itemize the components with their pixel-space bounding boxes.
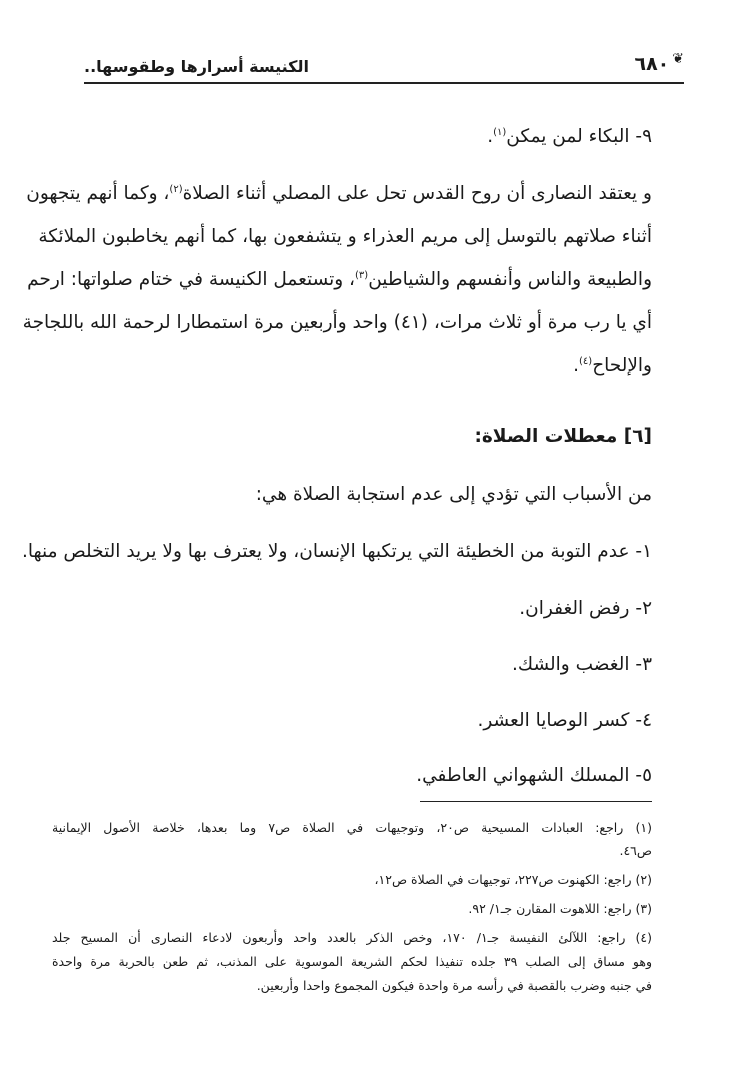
list-item-5: ٥- المسلك الشهواني العاطفي. <box>416 765 652 786</box>
page-number <box>634 44 684 84</box>
paragraph-line-4: أي يا رب مرة أو ثلاث مرات، (٤١) واحد وأربعين مرة استمطارا لرحمة الله باللجاجة <box>22 312 652 333</box>
paragraph-line-3: والطبيعة والناس وأنفسهم والشياطين$^{(٣)}$، وتستعمل الكنيسة في ختام صلواتها: ارحم <box>27 269 652 290</box>
footnote-2: (٢) راجع: الكهنوت ص٢٢٧، توجيهات في الصلاة ص١٢، <box>374 872 652 887</box>
running-title: الكنيسة أسرارها وطقوسها.. <box>84 57 309 76</box>
footnote-ref-3: (٣) <box>355 269 369 281</box>
paragraph-line-1: و يعتقد النصارى أن روح القدس تحل على المصلي أثناء الصلاة$^{(٢)}$، وكما أنهم يتجهون <box>26 183 652 204</box>
footnote-4-line-2: وهو مساق إلى الصلب ٣٩ جلده تنفيذا لحكم الشريعة الموسوية على المذنب، ثم طعن بالحربة مرة واحدة <box>52 954 652 969</box>
section-heading: [٦] معطلات الصلاة: <box>474 426 652 447</box>
footnote-4-line-1: (٤) راجع: اللآلئ النفيسة جـ١/ ١٧٠، وخص الذكر بالعدد واحد وأربعون لادعاء النصارى أن المسيح جلد <box>52 930 652 945</box>
page-number-text: ٦٨٠ <box>634 53 670 75</box>
footnote-ref-1: (١) <box>493 126 507 138</box>
list-item-1: ١- عدم التوبة من الخطيئة التي يرتكبها الإنسان، ولا يعترف بها ولا يريد التخلص منها. <box>21 541 652 562</box>
footnote-3: (٣) راجع: اللاهوت المقارن جـ١/ ٩٢. <box>468 901 652 916</box>
footnote-ref-2: (٢) <box>169 183 183 195</box>
list-item-2: ٢- رفض الغفران. <box>519 598 652 619</box>
list-item-4: ٤- كسر الوصايا العشر. <box>477 710 652 731</box>
list-item-3: ٣- الغضب والشك. <box>512 654 652 675</box>
paragraph-line-2: أثناء صلاتهم بالتوسل إلى مريم العذراء و يتشفعون بها، كما أنهم يخاطبون الملائكة <box>38 226 652 247</box>
footnote-rule <box>420 801 652 802</box>
footnote-4-line-3: في جنبه وضرب بالقصبة في رأسه مرة واحدة فيكون المجموع واحدا وأربعين. <box>256 978 652 993</box>
footnote-ref-4: (٤) <box>579 355 593 367</box>
footnote-1-line-1: (١) راجع: العبادات المسيحية ص٢٠، وتوجيهات في الصلاة ص٧ وما بعدها، خلاصة الأصول الإيمانية <box>52 820 653 835</box>
intro-line: من الأسباب التي تؤدي إلى عدم استجابة الصلاة هي: <box>255 484 652 505</box>
footnote-1-line-2: ص٤٦. <box>619 843 652 858</box>
running-header <box>84 44 684 82</box>
paragraph-line-5: والإلحاح$^{(٤)}$. <box>573 355 652 376</box>
list-item-9: ٩- البكاء لمن يمكن$^{(١)}$. <box>487 126 652 147</box>
header-rule <box>84 82 684 84</box>
ornament-icon: ❦ <box>672 51 684 67</box>
